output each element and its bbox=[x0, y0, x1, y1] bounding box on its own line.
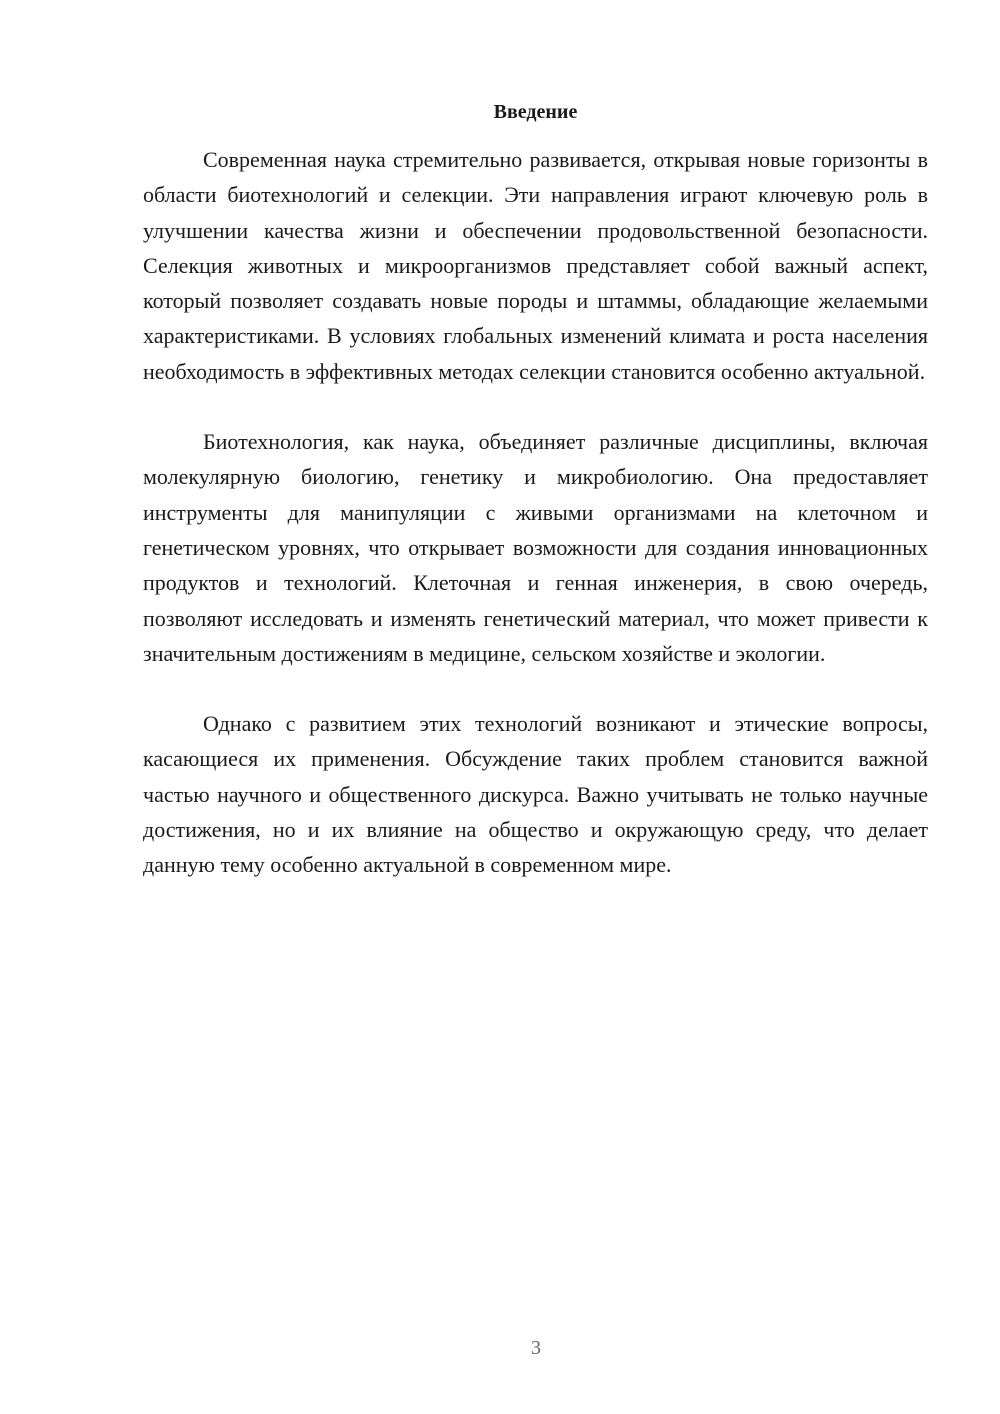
document-body bbox=[143, 142, 928, 883]
paragraph-3: Однако с развитием этих технологий возникают и этические вопросы, касающиеся их применения. Обсуждение таких проблем становится важной частью научного и общественного дискурса. Важно учитывать не только научные достижения, но и их влияние на общество и окружающую среду, что делает данную тему особенно актуальной в современном мире. bbox=[143, 711, 928, 878]
section-heading: Введение bbox=[493, 101, 578, 123]
paragraph-1: Современная наука стремительно развивается, открывая новые горизонты в области биотехнологий и селекции. Эти направления играют ключевую роль в улучшении качества жизни и обеспечении продовольственной безопасности. Селекция животных и микроорганизмов представляет собой важный аспект, который позволяет создавать новые породы и штаммы, обладающие желаемыми характеристиками. В условиях глобальных изменений климата и роста населения необходимость в эффективных методах селекции становится особенно актуальной. bbox=[143, 147, 928, 384]
paragraph-2: Биотехнология, как наука, объединяет различные дисциплины, включая молекулярную биологию, генетику и микробиологию. Она предоставляет инструменты для манипуляции с живыми организмами на клеточном и генетическом уровнях, что открывает возможности для создания инновационных продуктов и технологий. Клеточная и генная инженерия, в свою очередь, позволяют исследовать и изменять генетический материал, что может привести к значительным достижениям в медицине, сельском хозяйстве и экологии. bbox=[143, 429, 928, 666]
page-number: 3 bbox=[531, 1337, 541, 1359]
